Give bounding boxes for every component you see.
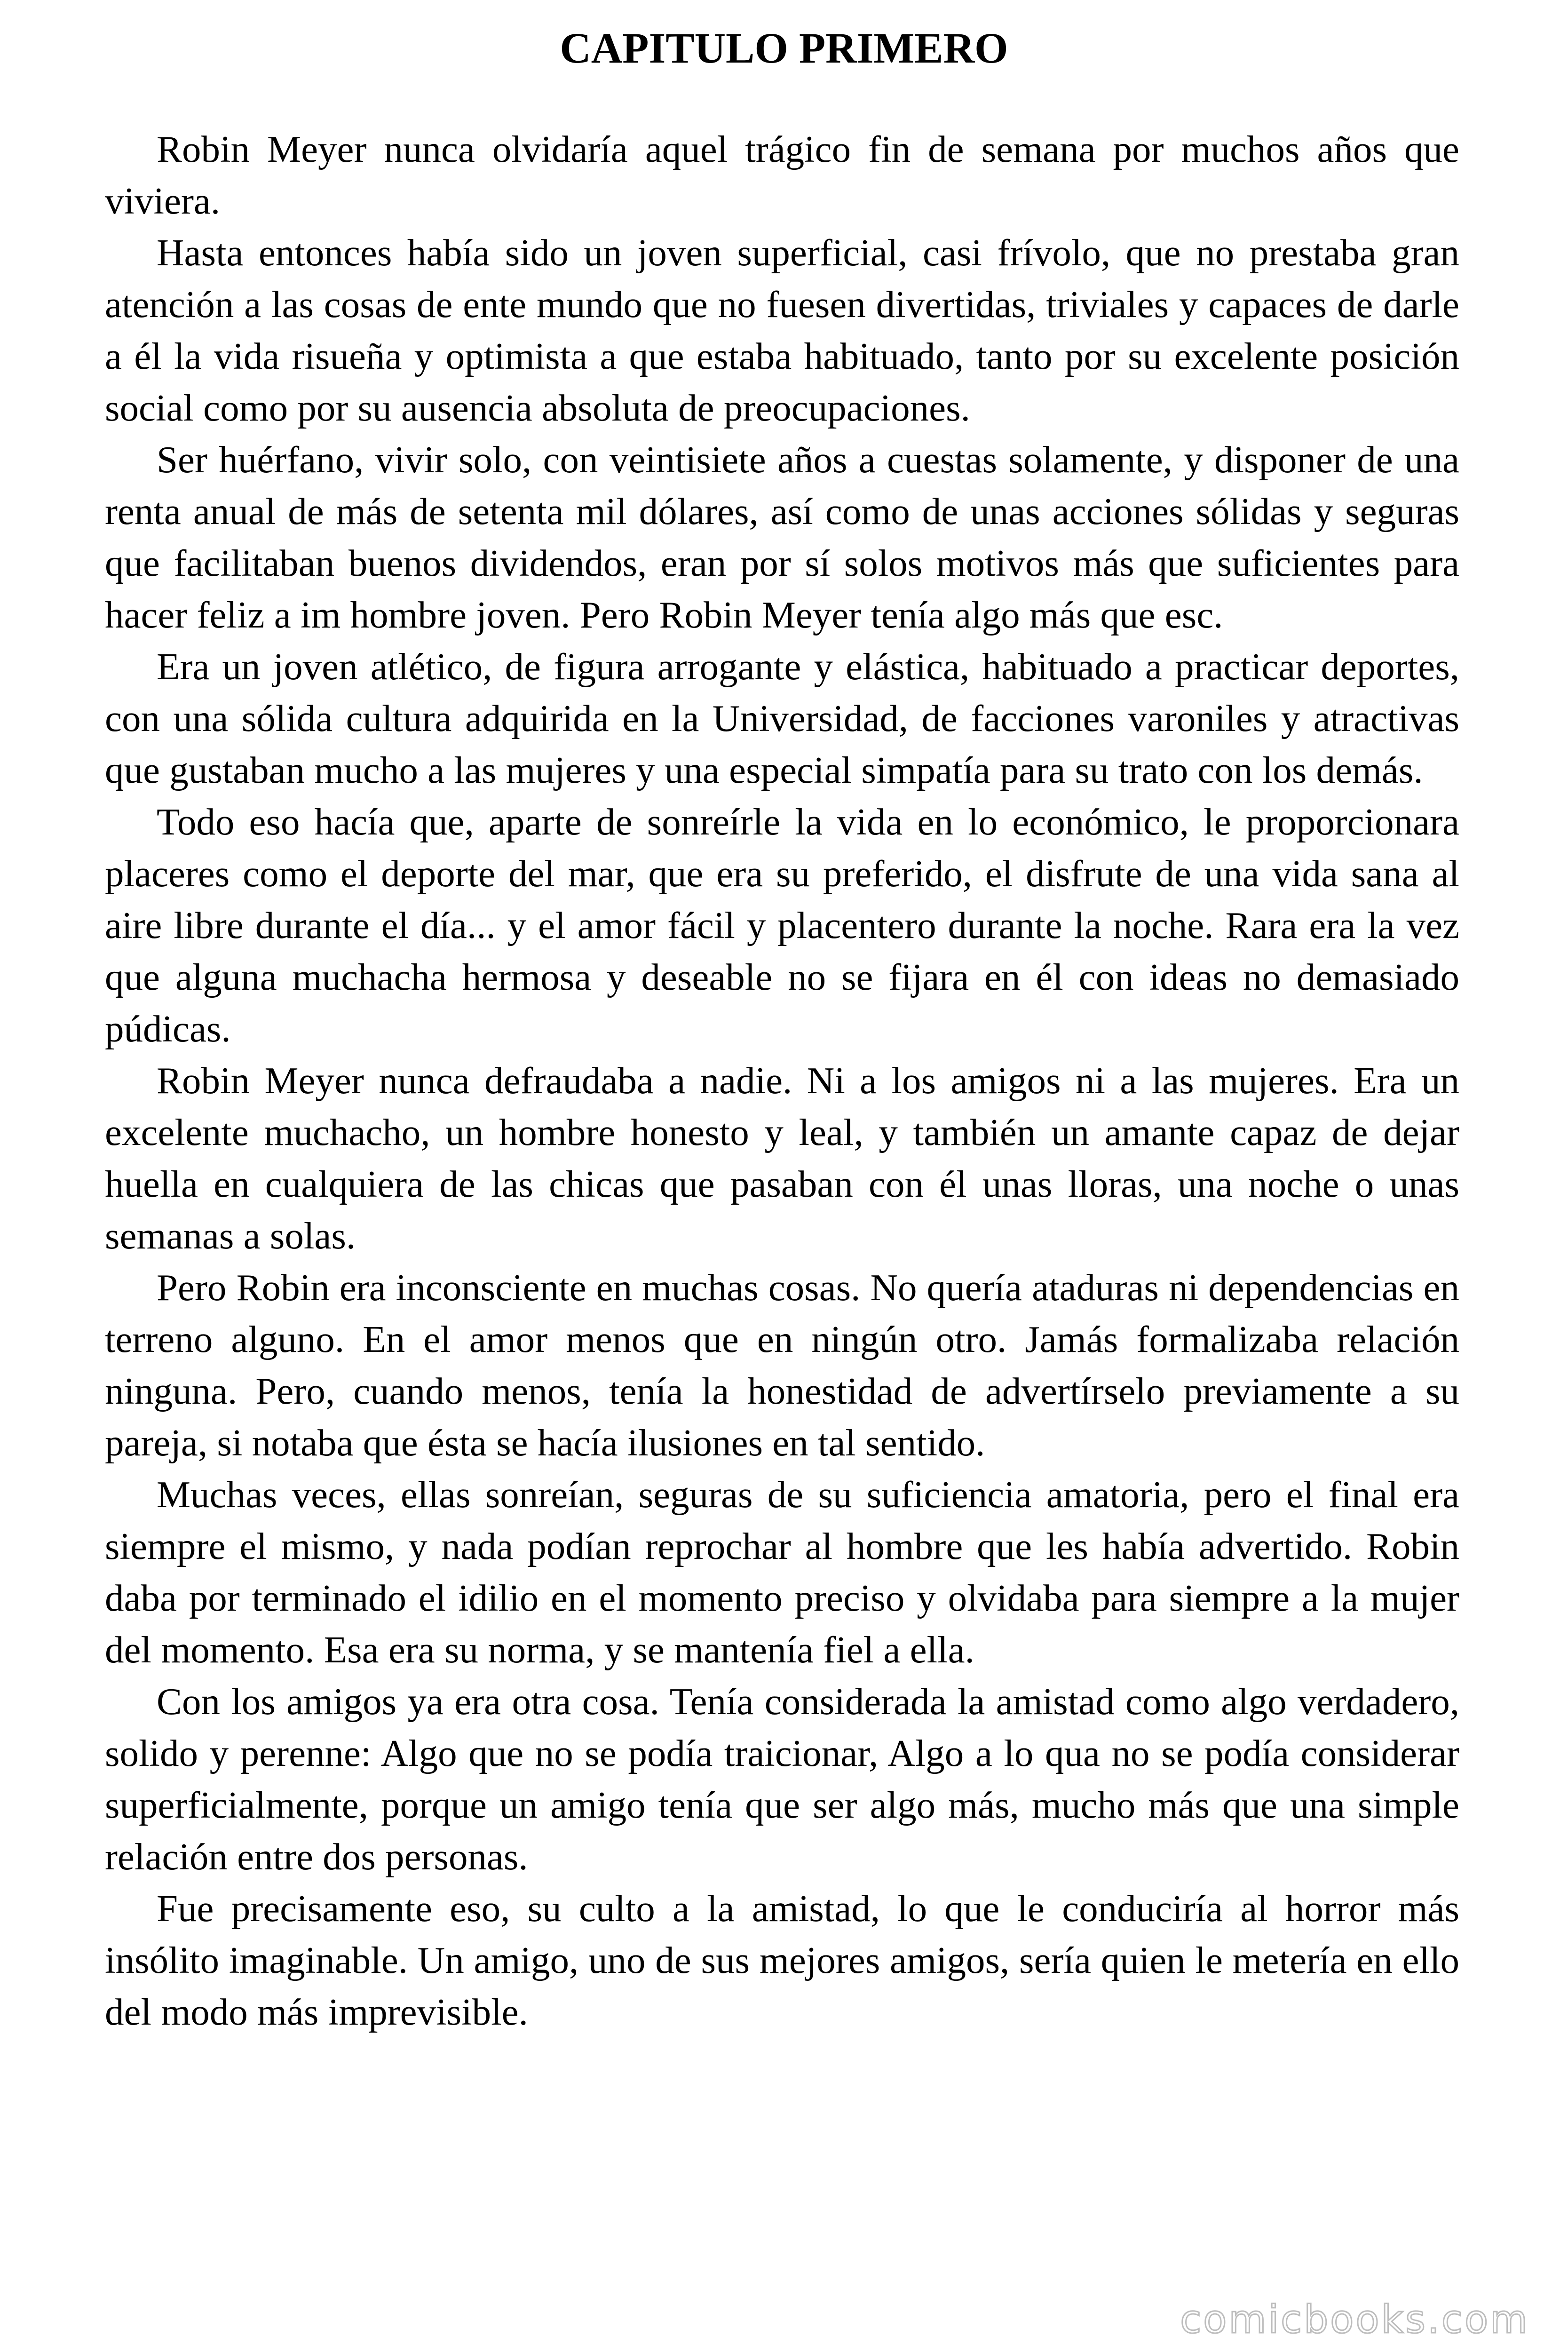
paragraph-7: Pero Robin era inconsciente en muchas cosas. No quería ataduras ni dependencias en terreno alguno. En el amor menos que en ningún otro. Jamás formalizaba relación ninguna. Pero, cuando menos, tenía la honestidad de advertírselo previamente a su pareja, si notaba que ésta se hacía ilusiones en tal sentido.: [105, 1266, 1459, 1464]
paragraph-10: Fue precisamente eso, su culto a la amistad, lo que le conduciría al horror más insólito imaginable. Un amigo, uno de sus mejores amigos, sería quien le metería en ello del modo más imprevisible.: [105, 1887, 1459, 2033]
paragraph-2: Hasta entonces había sido un joven superficial, casi frívolo, que no prestaba gran atención a las cosas de ente mundo que no fuesen divertidas, triviales y capaces de darle a él la vida risueña y optimista a que estaba habituado, tanto por su excelente posición social como por su ausencia absoluta de preocupaciones.: [105, 231, 1459, 429]
paragraph-6: Robin Meyer nunca defraudaba a nadie. Ni a los amigos ni a las mujeres. Era un excelente muchacho, un hombre honesto y leal, y también un amante capaz de dejar huella en cualquiera de las chicas que pasaban con él unas lloras, una noche o unas semanas a solas.: [105, 1059, 1459, 1257]
watermark: comicbooks.com: [1180, 2297, 1529, 2342]
paragraph-4: Era un joven atlético, de figura arrogante y elástica, habituado a practicar deportes, con una sólida cultura adquirida en la Universidad, de facciones varoniles y atractivas que gustaban mucho a las mujeres y una especial simpatía para su trato con los demás.: [105, 645, 1459, 791]
paragraph-3: Ser huérfano, vivir solo, con veintisiete años a cuestas solamente, y disponer de una renta anual de más de setenta mil dólares, así como de unas acciones sólidas y seguras que facilitaban buenos dividendos, eran por sí solos motivos más que suficientes para hacer feliz a im hombre joven. Pero Robin Meyer tenía algo más que esc.: [105, 438, 1459, 636]
paragraph-1: Robin Meyer nunca olvidaría aquel trágico fin de semana por muchos años que viviera.: [105, 128, 1459, 222]
paragraph-9: Con los amigos ya era otra cosa. Tenía considerada la amistad como algo verdadero, solido y perenne: Algo que no se podía traicionar, Algo a lo qua no se podía considerar superficialmente, porque un amigo tenía que ser algo más, mucho más que una simple relación entre dos personas.: [105, 1680, 1459, 1878]
chapter-title: CAPITULO PRIMERO: [560, 24, 1008, 72]
paragraph-8: Muchas veces, ellas sonreían, seguras de su suficiencia amatoria, pero el final era siempre el mismo, y nada podían reprochar al hombre que les había advertido. Robin daba por terminado el idilio en el momento preciso y olvidaba para siempre a la mujer del momento. Esa era su norma, y se mantenía fiel a ella.: [105, 1473, 1459, 1671]
paragraph-5: Todo eso hacía que, aparte de sonreírle la vida en lo económico, le proporcionara placeres como el deporte del mar, que era su preferido, el disfrute de una vida sana al aire libre durante el día... y el amor fácil y placentero durante la noche. Rara era la vez que alguna muchacha hermosa y deseable no se fijara en él con ideas no demasiado púdicas.: [105, 801, 1459, 1050]
chapter-text: [105, 123, 1459, 2038]
